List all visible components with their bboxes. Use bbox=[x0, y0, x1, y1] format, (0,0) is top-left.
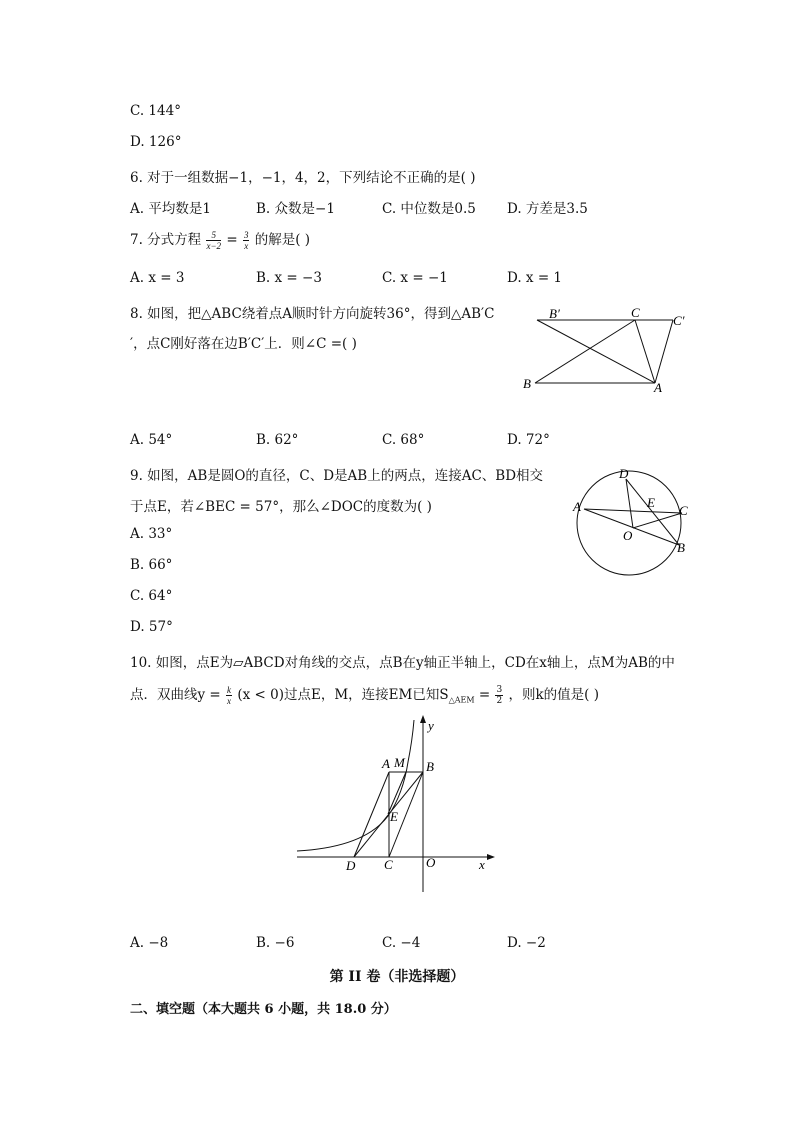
q8-figure bbox=[515, 300, 695, 400]
q7-stem bbox=[130, 228, 310, 251]
q9-figure bbox=[570, 462, 700, 582]
q7-stem-post: 的解是( ) bbox=[254, 232, 311, 248]
q10-label-d: D bbox=[346, 858, 356, 873]
q7-fraction-2 bbox=[243, 230, 250, 251]
q8-label-c: C bbox=[631, 305, 640, 320]
q7-fraction-1-num: 5 bbox=[206, 230, 221, 241]
q9-option-a: A. 33° bbox=[130, 526, 173, 542]
q10-option-d: D. −2 bbox=[507, 935, 546, 951]
q8-option-c: C. 68° bbox=[382, 432, 425, 448]
q9-label-c: C bbox=[679, 503, 688, 518]
q6-option-b: B. 众数是−1 bbox=[256, 201, 335, 217]
q9-label-o: O bbox=[623, 528, 633, 543]
q9-option-c: C. 64° bbox=[130, 588, 173, 604]
q10-fraction-k bbox=[226, 685, 232, 706]
q10-label-x: x bbox=[479, 857, 485, 872]
q7-option-a: A. x = 3 bbox=[130, 270, 185, 286]
q10-label-m: M bbox=[394, 755, 405, 770]
section-title: 第 II 卷（非选择题） bbox=[329, 969, 465, 985]
q10-option-c: C. −4 bbox=[382, 935, 421, 951]
q9-label-b: B bbox=[677, 540, 685, 555]
q10-equals: = bbox=[478, 687, 491, 703]
q9-option-d: D. 57° bbox=[130, 619, 173, 635]
q10-option-b: B. −6 bbox=[256, 935, 295, 951]
q10-stem-pre: 点．双曲线y = bbox=[130, 687, 221, 703]
q5-option-d: D. 126° bbox=[130, 134, 182, 150]
q10-fraction-area bbox=[495, 685, 503, 706]
q9-stem-line2: 于点E，若∠BEC = 57°，那么∠DOC的度数为( ) bbox=[130, 499, 432, 515]
q7-fraction-1-den: x−2 bbox=[206, 241, 222, 251]
q10-label-b: B bbox=[426, 759, 434, 774]
q7-option-b: B. x = −3 bbox=[256, 270, 322, 286]
q8-option-d: D. 72° bbox=[507, 432, 550, 448]
q9-label-d: D bbox=[619, 466, 629, 481]
q10-area-subscript: △AEM bbox=[448, 695, 475, 705]
q7-equals: = bbox=[226, 232, 238, 248]
q8-stem-line2: ′，点C刚好落在边B′C′上．则∠C =( ) bbox=[130, 336, 357, 352]
section2-heading: 二、填空题（本大题共 6 小题，共 18.0 分） bbox=[130, 1002, 397, 1017]
q7-option-d: D. x = 1 bbox=[507, 270, 563, 286]
q8-label-b: B bbox=[523, 376, 531, 391]
q9-option-b: B. 66° bbox=[130, 557, 173, 573]
q10-label-o: O bbox=[426, 855, 436, 870]
q8-label-c-prime: C′ bbox=[673, 313, 685, 328]
q10-label-y: y bbox=[428, 718, 434, 733]
q10-label-c: C bbox=[384, 857, 393, 872]
q8-stem-line1: 8. 如图，把△ABC绕着点A顺时针方向旋转36°，得到△AB′C bbox=[130, 306, 495, 322]
q10-label-e: E bbox=[390, 809, 398, 824]
q10-option-a: A. −8 bbox=[130, 935, 169, 951]
q10-figure bbox=[295, 712, 505, 897]
q8-label-a: A bbox=[654, 380, 662, 395]
q8-option-b: B. 62° bbox=[256, 432, 299, 448]
q10-fraction-area-den: 2 bbox=[496, 696, 503, 706]
q7-fraction-2-den: x bbox=[244, 241, 249, 251]
q6-option-d: D. 方差是3.5 bbox=[507, 201, 588, 217]
q9-label-e: E bbox=[647, 495, 655, 510]
q8-option-a: A. 54° bbox=[130, 432, 173, 448]
q7-stem-pre: 7. 分式方程 bbox=[130, 232, 202, 248]
q9-stem-line1: 9. 如图，AB是圆O的直径，C、D是AB上的两点，连接AC、BD相交 bbox=[130, 468, 544, 484]
q7-option-c: C. x = −1 bbox=[382, 270, 448, 286]
q6-stem: 6. 对于一组数据−1，−1，4，2，下列结论不正确的是( ) bbox=[130, 170, 476, 186]
q5-option-c: C. 144° bbox=[130, 103, 181, 119]
q6-option-a: A. 平均数是1 bbox=[130, 201, 211, 217]
q7-fraction-2-num: 3 bbox=[243, 230, 249, 240]
q10-fraction-area-num: 3 bbox=[496, 685, 503, 695]
q7-fraction-1 bbox=[206, 230, 221, 251]
q10-label-a: A bbox=[382, 756, 390, 771]
q10-stem-post: ，则k的值是( ) bbox=[508, 687, 599, 703]
q10-stem-line2 bbox=[130, 683, 599, 706]
q8-label-b-prime: B′ bbox=[549, 306, 560, 321]
q10-fraction-k-den: x bbox=[227, 696, 232, 706]
q9-label-a: A bbox=[573, 499, 581, 514]
q6-option-c: C. 中位数是0.5 bbox=[382, 201, 476, 217]
q10-fraction-k-num: k bbox=[227, 685, 232, 695]
q10-stem-line1: 10. 如图，点E为▱ABCD对角线的交点，点B在y轴正半轴上，CD在x轴上，点M为AB的中 bbox=[130, 655, 675, 671]
q10-stem-mid: (x < 0)过点E，M，连接EM已知S bbox=[237, 687, 449, 703]
